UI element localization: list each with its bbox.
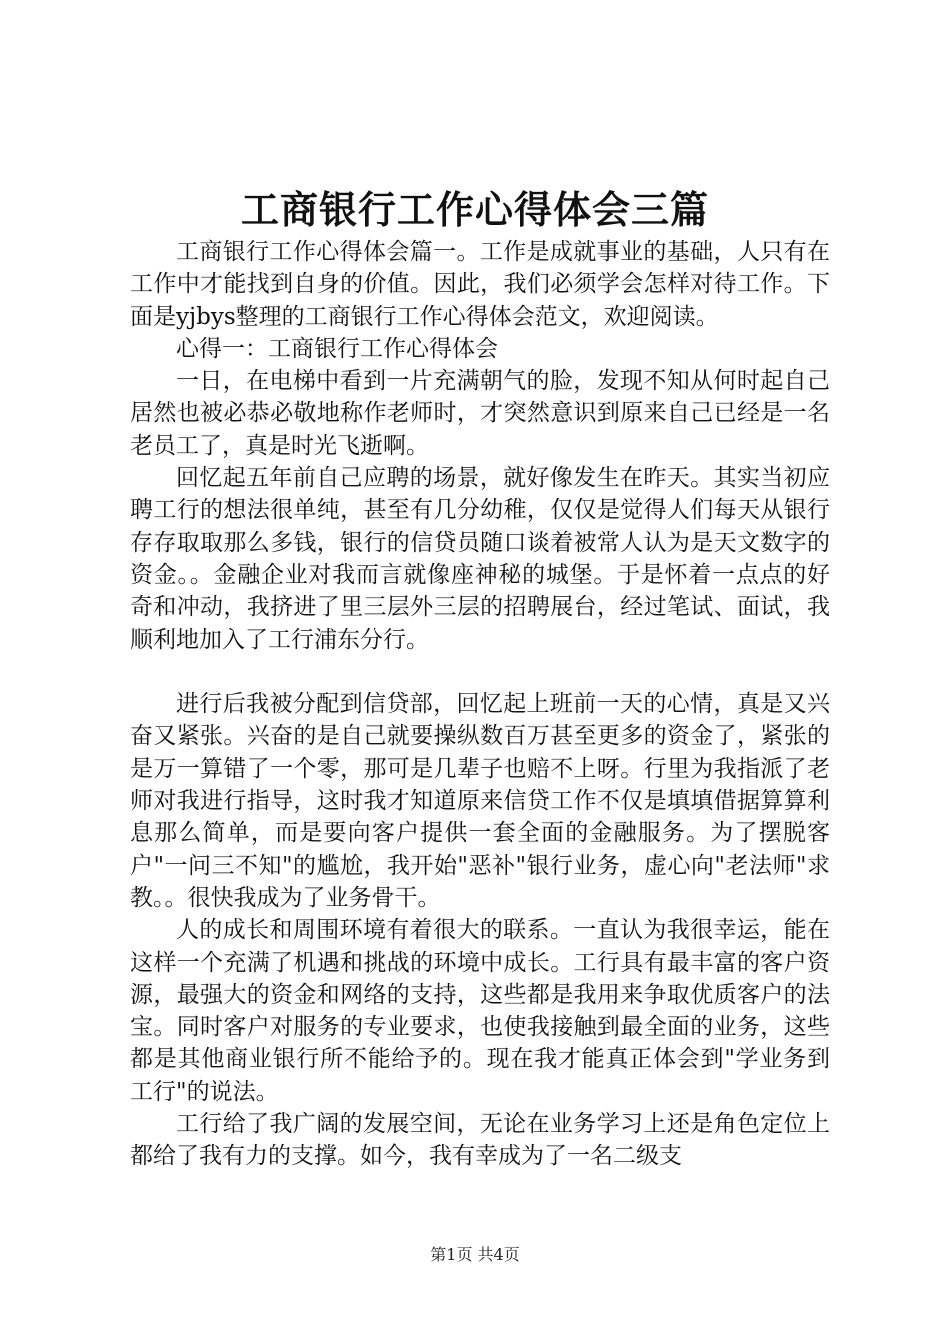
blank-line [130,656,830,688]
body-paragraph: 回忆起五年前自己应聘的场景，就好像发生在昨天。其实当初应聘工行的想法很单纯，甚至有几分幼稚，仅仅是觉得人们每天从银行存存取取那么多钱，银行的信贷员随口谈着被常人认为是天文数字的资金。。金融企业对我而言就像座神秘的城堡。于是怀着一点点的好奇和冲动，我挤进了里三层外三层的招聘展台，经过笔试、面试，我顺利地加入了工行浦东分行。 [130,465,830,653]
body-paragraph: 人的成长和周围环境有着很大的联系。一直认为我很幸运，能在这样一个充满了机遇和挑战的环境中成长。工行具有最丰富的客户资源，最强大的资金和网络的支持，这些都是我用来争取优质客户的法宝。同时客户对服务的专业要求，也使我接触到最全面的业务，这些都是其他商业银行所不能给予的。现在我才能真正体会到"学业务到工行"的说法。 [130,917,830,1105]
body-paragraph: 进行后我被分配到信贷部，回忆起上班前一天的心情，真是又兴奋又紧张。兴奋的是自己就要操纵数百万甚至更多的资金了，紧张的是万一算错了一个零，那可是几辈子也赔不上呀。行里为我指派了老师对我进行指导，这时我才知道原来信贷工作不仅是填填借据算算利息那么简单，而是要向客户提供一套全面的金融服务。为了摆脱客户"一问三不知"的尴尬，我开始"恶补"银行业务，虚心向"老法师"求教。。很快我成为了业务骨干。 [130,691,830,911]
document-title: 工商银行工作心得体会三篇 [240,187,709,232]
intro-paragraph: 工商银行工作心得体会篇一。工作是成就事业的基础，人只有在工作中才能找到自身的价值。因此，我们必须学会怎样对待工作。下面是yjbys整理的工商银行工作心得体会范文，欢迎阅读。 [130,239,830,330]
body-paragraph: 工行给了我广阔的发展空间，无论在业务学习上还是角色定位上都给了我有力的支撑。如今，我有幸成为了一名二级支 [130,1111,830,1170]
section-heading: 心得一：工商银行工作心得体会 [176,335,498,362]
document-body [130,236,830,1173]
page-number-footer: 第1页 共4页 [430,1245,520,1264]
body-paragraph: 一日，在电梯中看到一片充满朝气的脸，发现不知从何时起自己居然也被必恭必敬地称作老师时，才突然意识到原来自己已经是一名老员工了，真是时光飞逝啊。 [130,368,830,459]
